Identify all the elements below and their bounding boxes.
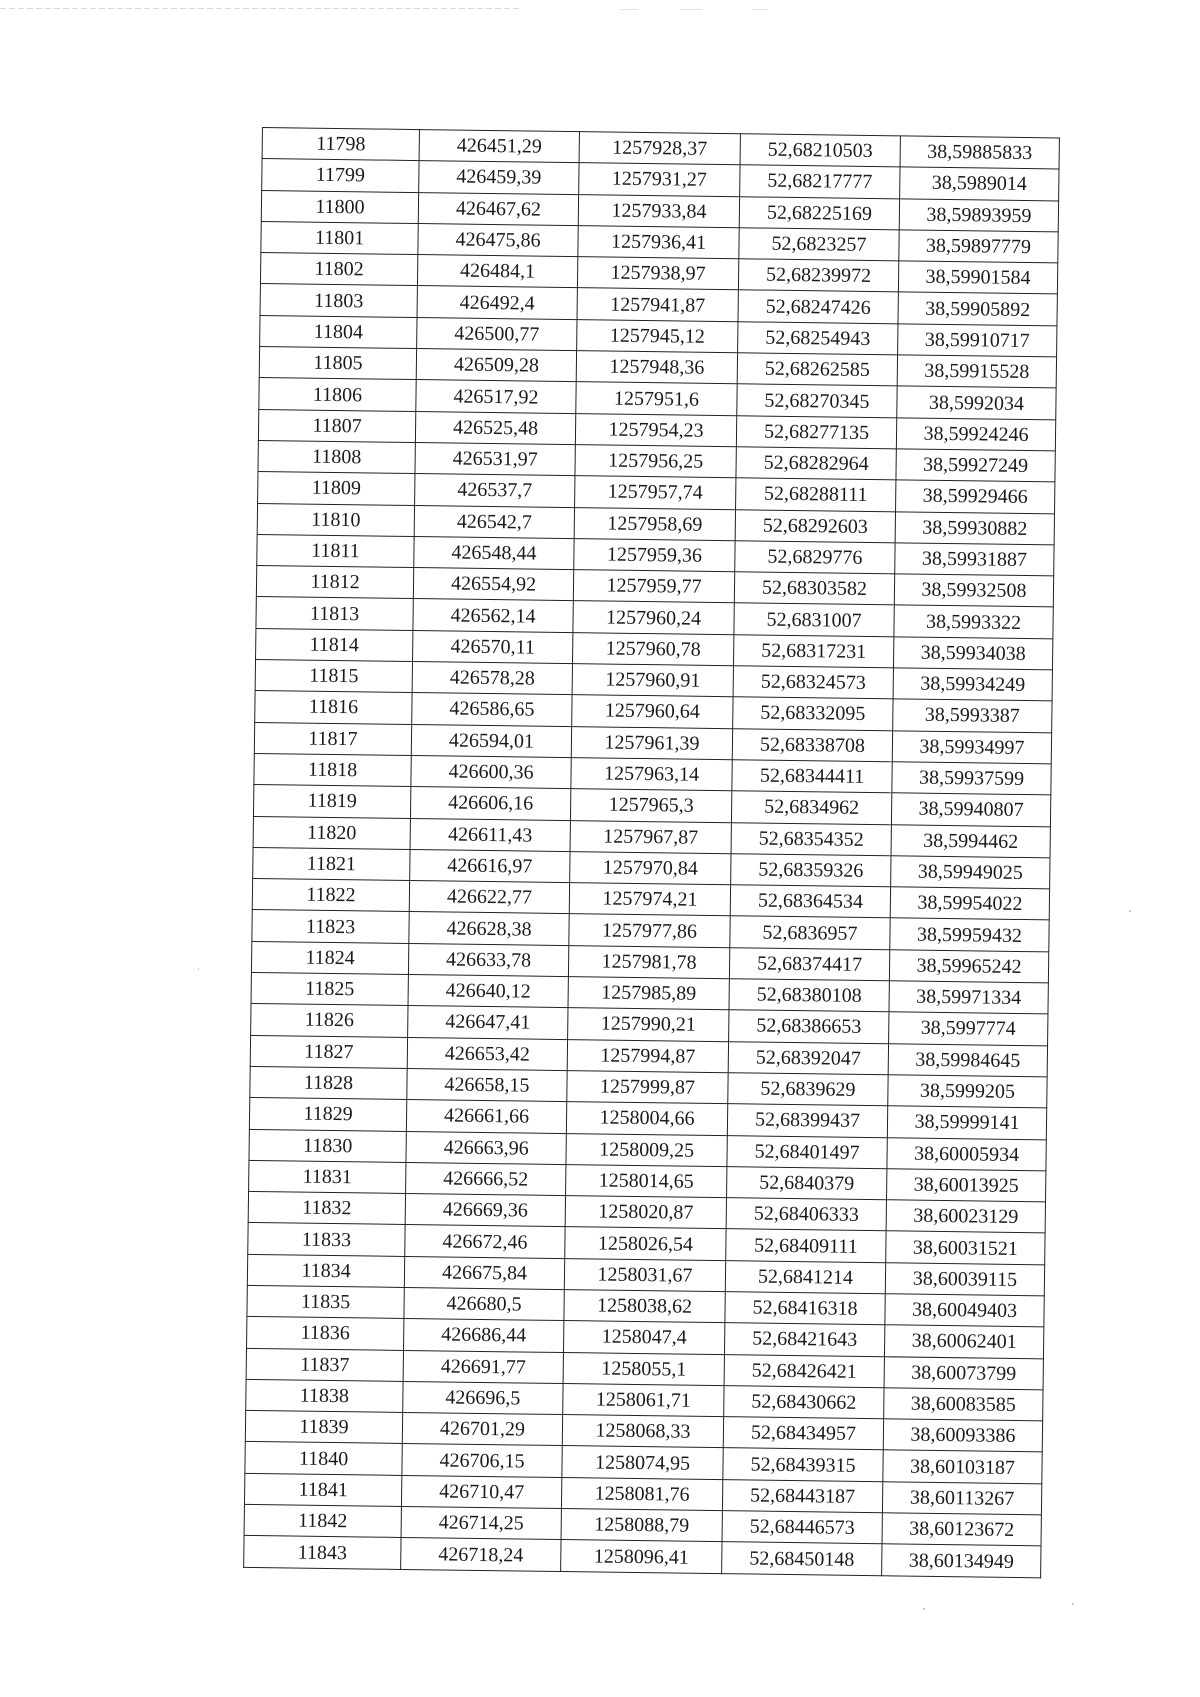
table-cell: 38,59971334 — [889, 981, 1048, 1014]
table-cell: 426548,44 — [414, 536, 574, 569]
table-cell: 11808 — [258, 440, 415, 473]
table-cell: 38,5999205 — [888, 1075, 1047, 1108]
table-cell: 52,68380108 — [729, 979, 889, 1012]
table-cell: 52,68288111 — [736, 478, 896, 511]
table-cell: 11834 — [247, 1254, 404, 1287]
table-cell: 38,59934997 — [892, 730, 1051, 763]
table-cell: 426484,1 — [417, 255, 577, 288]
table-cell: 426647,41 — [408, 1006, 568, 1039]
table-cell: 1258081,76 — [561, 1477, 722, 1510]
table-cell: 38,5993322 — [894, 605, 1053, 638]
table-cell: 52,68439315 — [723, 1448, 883, 1481]
table-cell: 426680,5 — [404, 1287, 564, 1320]
table-cell: 52,68239972 — [738, 259, 898, 292]
table-cell: 1257948,36 — [576, 351, 737, 384]
table-cell: 426517,92 — [416, 380, 576, 413]
table-cell: 426451,29 — [419, 130, 579, 163]
table-cell: 38,60023129 — [886, 1200, 1045, 1233]
table-cell: 1257958,69 — [574, 507, 735, 540]
table-cell: 52,68434957 — [723, 1417, 883, 1450]
table-cell: 38,59934249 — [893, 668, 1052, 701]
table-cell: 38,59905892 — [898, 292, 1057, 325]
table-cell: 11835 — [247, 1285, 404, 1318]
table-cell: 38,60049403 — [885, 1294, 1044, 1327]
table-cell: 52,68210503 — [740, 134, 900, 167]
table-cell: 11798 — [262, 128, 419, 161]
table-cell: 426531,97 — [415, 443, 575, 476]
table-cell: 11799 — [262, 159, 419, 192]
table-cell: 38,5993387 — [893, 699, 1052, 732]
table-cell: 38,60031521 — [886, 1231, 1045, 1264]
table-cell: 52,6836957 — [730, 916, 890, 949]
table-cell: 1257961,39 — [571, 726, 732, 759]
table-cell: 426578,28 — [412, 662, 572, 695]
table-cell: 52,68409111 — [726, 1229, 886, 1262]
table-cell: 52,68430662 — [724, 1386, 884, 1419]
table-cell: 52,6834962 — [731, 791, 891, 824]
table-cell: 38,60039115 — [885, 1262, 1044, 1295]
table-cell: 426669,36 — [405, 1194, 565, 1227]
table-cell: 1257957,74 — [575, 476, 736, 509]
table-cell: 11805 — [259, 347, 416, 380]
table-cell: 38,5989014 — [900, 167, 1059, 200]
table-cell: 38,59949025 — [891, 856, 1050, 889]
scan-artifact-line — [0, 8, 520, 9]
table-cell: 52,68374417 — [729, 947, 889, 980]
coordinates-table-body — [244, 128, 1060, 1578]
table-cell: 52,68421643 — [724, 1323, 884, 1356]
table-cell: 52,68426421 — [724, 1354, 884, 1387]
table-cell: 52,6831007 — [734, 603, 894, 636]
table-cell: 38,59931887 — [895, 543, 1054, 576]
table-cell: 1257990,21 — [568, 1008, 729, 1041]
table-cell: 11819 — [253, 785, 410, 818]
table-cell: 11829 — [249, 1098, 406, 1131]
table-cell: 38,59929466 — [896, 480, 1055, 513]
table-cell: 426658,15 — [407, 1068, 567, 1101]
table-cell: 426706,15 — [402, 1444, 562, 1477]
table-cell: 38,59934038 — [893, 637, 1052, 670]
table-cell: 11827 — [250, 1035, 407, 1068]
table-cell: 38,59937599 — [892, 762, 1051, 795]
table-cell: 1257967,87 — [570, 820, 731, 853]
table-cell: 426663,96 — [406, 1131, 566, 1164]
table-cell: 52,68401497 — [727, 1135, 887, 1168]
table-cell: 11816 — [255, 691, 412, 724]
table-cell: 38,60062401 — [884, 1325, 1043, 1358]
table-cell: 426622,77 — [409, 881, 569, 914]
table-cell: 1257928,37 — [579, 132, 740, 165]
table-cell: 426714,25 — [401, 1507, 561, 1540]
table-cell: 1257963,14 — [571, 758, 732, 791]
table-cell: 11832 — [248, 1192, 405, 1225]
table-cell: 426606,16 — [410, 787, 570, 820]
table-cell: 38,59984645 — [888, 1043, 1047, 1076]
table-cell: 11823 — [252, 910, 409, 943]
table-cell: 1257941,87 — [577, 288, 738, 321]
table-cell: 38,60123672 — [882, 1513, 1041, 1546]
table-cell: 11817 — [254, 722, 411, 755]
table-cell: 52,68282964 — [736, 447, 896, 480]
table-cell: 1258061,71 — [563, 1383, 724, 1416]
table-cell: 52,68354352 — [731, 822, 891, 855]
table-cell: 11822 — [252, 879, 409, 912]
table-cell: 1258047,4 — [563, 1321, 724, 1354]
table-cell: 1257970,84 — [570, 851, 731, 884]
table-cell: 38,59940807 — [891, 793, 1050, 826]
table-cell: 52,68392047 — [728, 1041, 888, 1074]
table-cell: 52,6839629 — [728, 1073, 888, 1106]
table-cell: 1257945,12 — [577, 319, 738, 352]
table-cell: 426467,62 — [418, 192, 578, 225]
table-cell: 426616,97 — [410, 849, 570, 882]
table-cell: 11840 — [245, 1442, 402, 1475]
table-cell: 11830 — [249, 1129, 406, 1162]
table-cell: 11821 — [253, 847, 410, 880]
table-cell: 38,59959432 — [890, 918, 1049, 951]
table-cell: 52,68254943 — [738, 322, 898, 355]
table-cell: 1257951,6 — [576, 382, 737, 415]
table-cell: 426691,77 — [403, 1350, 563, 1383]
table-cell: 38,59897779 — [899, 230, 1058, 263]
table-cell: 52,68292603 — [735, 509, 895, 542]
table-cell: 11811 — [257, 534, 414, 567]
table-cell: 426562,14 — [413, 599, 573, 632]
table-cell: 38,60134949 — [882, 1544, 1041, 1577]
table-cell: 38,59924246 — [896, 418, 1055, 451]
table-cell: 426542,7 — [414, 505, 574, 538]
scan-speck — [1129, 910, 1131, 912]
table-cell: 38,59885833 — [900, 136, 1059, 169]
table-cell: 52,68416318 — [725, 1292, 885, 1325]
table-cell: 11803 — [260, 284, 417, 317]
table-cell: 52,68277135 — [736, 415, 896, 448]
table-cell: 11828 — [250, 1066, 407, 1099]
table-cell: 38,5992034 — [897, 386, 1056, 419]
table-cell: 1258026,54 — [565, 1227, 726, 1260]
table-cell: 426701,29 — [402, 1413, 562, 1446]
table-cell: 1258031,67 — [564, 1258, 725, 1291]
table-cell: 11807 — [258, 409, 415, 442]
table-cell: 1257933,84 — [578, 194, 739, 227]
table-cell: 1258096,41 — [561, 1540, 722, 1573]
table-cell: 426611,43 — [410, 818, 570, 851]
table-cell: 38,59915528 — [897, 355, 1056, 388]
table-cell: 11813 — [256, 597, 413, 630]
table-cell: 426633,78 — [408, 943, 568, 976]
table-cell: 38,5994462 — [891, 824, 1050, 857]
table-cell: 1257956,25 — [575, 445, 736, 478]
table-cell: 11838 — [246, 1379, 403, 1412]
scan-artifact-mark — [752, 9, 768, 10]
scan-speck — [923, 1608, 925, 1610]
table-cell: 38,60083585 — [884, 1388, 1043, 1421]
table-cell: 426718,24 — [401, 1538, 561, 1571]
table-cell: 426570,11 — [413, 630, 573, 663]
table-cell: 11842 — [244, 1504, 401, 1537]
table-cell: 11839 — [245, 1411, 402, 1444]
table-cell: 38,60013925 — [887, 1169, 1046, 1202]
table-cell: 426600,36 — [411, 755, 571, 788]
table-cell: 426661,66 — [406, 1100, 566, 1133]
table-cell: 426594,01 — [411, 724, 571, 757]
table-cell: 38,59910717 — [898, 324, 1057, 357]
scan-speck — [198, 968, 199, 970]
table-cell: 426653,42 — [407, 1037, 567, 1070]
table-cell: 38,60113267 — [882, 1482, 1041, 1515]
table-cell: 426537,7 — [415, 474, 575, 507]
table-cell: 52,68270345 — [737, 384, 897, 417]
scan-artifact-mark — [680, 9, 702, 10]
table-cell: 38,59901584 — [898, 261, 1057, 294]
table-cell: 11818 — [254, 753, 411, 786]
table-cell: 426696,5 — [403, 1381, 563, 1414]
table-cell: 52,68332095 — [733, 697, 893, 730]
table-cell: 11814 — [256, 628, 413, 661]
table-cell: 426525,48 — [415, 411, 575, 444]
table-cell: 1258055,1 — [563, 1352, 724, 1385]
table-cell: 52,6829776 — [735, 541, 895, 574]
table-cell: 11825 — [251, 972, 408, 1005]
table-cell: 1257960,91 — [572, 664, 733, 697]
table-cell: 1257960,64 — [572, 695, 733, 728]
table-cell: 52,68303582 — [734, 572, 894, 605]
table-cell: 38,59930882 — [895, 511, 1054, 544]
table-cell: 52,68399437 — [727, 1104, 887, 1137]
table-cell: 1257981,78 — [568, 945, 729, 978]
table-cell: 11801 — [261, 221, 418, 254]
table-cell: 38,60005934 — [887, 1137, 1046, 1170]
table-cell: 11836 — [247, 1317, 404, 1350]
table-cell: 11824 — [251, 941, 408, 974]
table-cell: 52,68359326 — [731, 854, 891, 887]
table-cell: 1257954,23 — [575, 413, 736, 446]
table-cell: 426509,28 — [416, 349, 576, 382]
table-cell: 426672,46 — [405, 1225, 565, 1258]
table-cell: 11809 — [258, 472, 415, 505]
table-cell: 426586,65 — [412, 693, 572, 726]
table-cell: 52,68450148 — [722, 1542, 882, 1575]
table-cell: 52,6823257 — [739, 228, 899, 261]
table-cell: 11802 — [260, 253, 417, 286]
table-cell: 1258074,95 — [562, 1446, 723, 1479]
table-cell: 1257936,41 — [578, 226, 739, 259]
table-cell: 426500,77 — [417, 317, 577, 350]
table-cell: 426666,52 — [406, 1162, 566, 1195]
table-cell: 52,68338708 — [732, 728, 892, 761]
table-cell: 426459,39 — [419, 161, 579, 194]
table-cell: 11800 — [261, 190, 418, 223]
table-cell: 1258038,62 — [564, 1290, 725, 1323]
table-cell: 1257999,87 — [567, 1070, 728, 1103]
table-cell: 38,59927249 — [896, 449, 1055, 482]
table-cell: 1257974,21 — [569, 883, 730, 916]
table-cell: 11815 — [255, 660, 412, 693]
table-cell: 426675,84 — [404, 1256, 564, 1289]
table-cell: 52,68247426 — [738, 290, 898, 323]
table-cell: 38,60103187 — [883, 1450, 1042, 1483]
table-cell: 1258004,66 — [566, 1102, 727, 1135]
table-cell: 426710,47 — [401, 1475, 561, 1508]
table-cell: 52,6840379 — [727, 1166, 887, 1199]
table-cell: 1257938,97 — [577, 257, 738, 290]
table-cell: 52,68443187 — [722, 1479, 882, 1512]
scan-speck — [1072, 1603, 1074, 1605]
table-cell: 11804 — [260, 315, 417, 348]
table-cell: 52,68446573 — [722, 1511, 882, 1544]
table-cell: 38,59954022 — [890, 887, 1049, 920]
table-cell: 1257960,24 — [573, 601, 734, 634]
table-cell: 426492,4 — [417, 286, 577, 319]
table-cell: 52,68324573 — [733, 666, 893, 699]
table-cell: 1257959,36 — [574, 538, 735, 571]
coordinates-table — [243, 127, 1060, 1578]
table-cell: 11812 — [256, 566, 413, 599]
table-cell: 11833 — [248, 1223, 405, 1256]
table-cell: 1258020,87 — [565, 1196, 726, 1229]
table-cell: 38,5997774 — [889, 1012, 1048, 1045]
table-cell: 38,60093386 — [883, 1419, 1042, 1452]
table-cell: 1257994,87 — [567, 1039, 728, 1072]
table-cell: 52,68364534 — [730, 885, 890, 918]
table-cell: 1257960,78 — [573, 632, 734, 665]
table-cell: 1258009,25 — [566, 1133, 727, 1166]
table-cell: 11841 — [244, 1473, 401, 1506]
table-cell: 11806 — [259, 378, 416, 411]
table-cell: 52,68217777 — [740, 165, 900, 198]
table-cell: 1257959,77 — [573, 570, 734, 603]
table-cell: 11810 — [257, 503, 414, 536]
table-cell: 11843 — [244, 1536, 401, 1569]
table-cell: 1257931,27 — [579, 163, 740, 196]
table-cell: 38,59893959 — [899, 198, 1058, 231]
table-cell: 52,68406333 — [726, 1198, 886, 1231]
table-cell: 52,68317231 — [733, 634, 893, 667]
table-cell: 1258014,65 — [566, 1164, 727, 1197]
table-cell: 1258068,33 — [562, 1415, 723, 1448]
table-cell: 38,59932508 — [894, 574, 1053, 607]
table-cell: 11826 — [251, 1004, 408, 1037]
table-cell: 426554,92 — [413, 568, 573, 601]
table-cell: 11820 — [253, 816, 410, 849]
table-cell: 52,68225169 — [739, 196, 899, 229]
table-cell: 426475,86 — [418, 223, 578, 256]
scan-artifact-mark — [620, 9, 638, 10]
table-cell: 38,60073799 — [884, 1356, 1043, 1389]
table-cell: 52,68386653 — [729, 1010, 889, 1043]
table-cell: 11837 — [246, 1348, 403, 1381]
table-cell: 52,68262585 — [737, 353, 897, 386]
table-cell: 426640,12 — [408, 975, 568, 1008]
table-cell: 52,6841214 — [725, 1260, 885, 1293]
table-cell: 426686,44 — [404, 1319, 564, 1352]
table-cell: 38,59965242 — [889, 950, 1048, 983]
table-cell: 11831 — [249, 1160, 406, 1193]
table-cell: 1257977,86 — [569, 914, 730, 947]
table-cell: 38,59999141 — [887, 1106, 1046, 1139]
table-cell: 426628,38 — [409, 912, 569, 945]
table-cell: 1257985,89 — [568, 977, 729, 1010]
table-cell: 1258088,79 — [561, 1509, 722, 1542]
table-cell: 1257965,3 — [570, 789, 731, 822]
table-cell: 52,68344411 — [732, 760, 892, 793]
